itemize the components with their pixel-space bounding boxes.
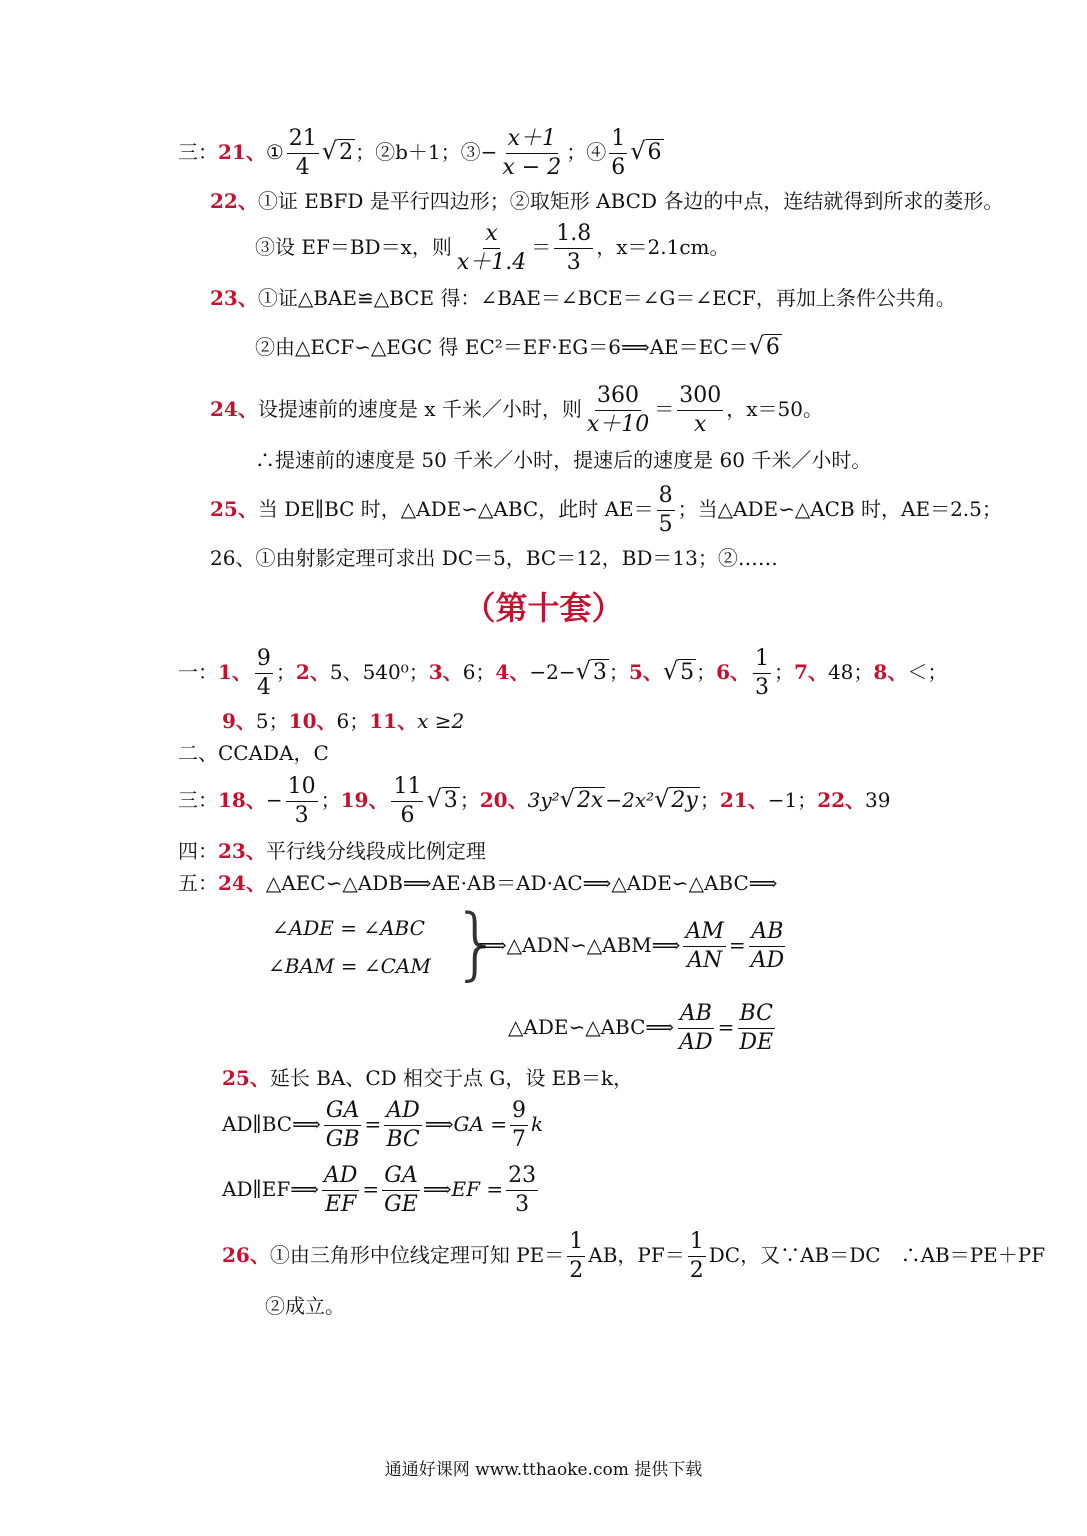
condition-2: ∠BAM = ∠CAM [268,954,431,978]
part5-line1 [178,870,777,896]
answer-text: −2x² [605,788,655,812]
section-label: 三： [178,788,218,812]
answer-text: 6； [462,660,496,684]
sqrt: √3 [575,657,607,685]
sqrt: √6 [748,332,780,360]
numerator: AD [322,1162,360,1191]
answer-25-line2: AD∥BC⟹ $\frac{GA}{GB}$ = $\frac{AD}{BC}$ ⟹GA = $\frac{9}{7}$ k [222,1098,544,1152]
fraction [391,773,423,830]
denominator: x [694,412,707,437]
answer-text: 5； [255,709,289,733]
answer-text: AD∥BC⟹ [222,1112,321,1136]
numerator: AD [384,1097,422,1126]
answer-text: ②由△ECF∽△EGC 得 EC²＝EF·EG＝6⟹AE＝EC＝ [255,335,749,359]
question-number: 7、 [794,660,828,684]
answer-text: AD∥EF⟹ [222,1177,319,1201]
section-label: 五： [178,871,218,895]
question-number: 2、 [295,660,330,684]
answer-25-line1 [222,1065,633,1091]
fraction [737,1000,775,1057]
answer-text: ①证△BAE≌△BCE 得：∠BAE＝∠BCE＝∠G＝∠ECF，再加上条件公共角。 [257,286,956,310]
radicand: 3 [443,788,458,813]
question-number: 4、 [495,660,530,684]
answer-text: ⟹EF = [422,1177,504,1201]
answer-22-line2: ③设 EF＝BD＝x，则 $\frac{x}{x+1.4}$ ＝ $\frac{1.8}{3}$ ，x＝2.1cm。 [255,221,730,275]
question-number: 11、 [369,709,418,733]
numerator: GA [382,1162,419,1191]
numerator: x＋1 [506,125,558,154]
denominator: DE [739,1030,774,1055]
fraction [585,382,651,439]
denominator: 5 [658,512,673,537]
fraction [753,645,771,702]
radicand: 2x [576,788,604,813]
denominator: 2 [689,1258,704,1283]
section-label: 一： [178,660,218,684]
denominator: 7 [512,1127,527,1152]
question-number: 22、 [210,189,258,213]
fraction [609,125,627,182]
fraction [322,1162,360,1219]
denominator: 3 [566,250,581,275]
numerator: GA [324,1097,361,1126]
section-label: 三： [178,140,218,164]
question-number: 24、 [210,397,258,421]
answer-text: ∴提速前的速度是 50 千米／小时，提速后的速度是 60 千米／小时。 [255,448,872,472]
numerator: 1.8 [554,220,593,249]
numerator: 11 [391,773,423,802]
question-number: 23、 [210,286,258,310]
answer-text: ②b＋1；③− [375,140,498,164]
fraction [749,918,787,975]
denominator: 3 [515,1192,530,1217]
denominator: 3 [294,803,309,828]
question-number: 21、 [218,140,266,164]
answer-text: 二、CCADA，C [178,741,329,765]
answer-text: AB，PF＝ [588,1243,685,1267]
numerator: 10 [286,773,318,802]
numerator: AM [683,918,725,947]
answer-text: 39 [865,788,891,812]
radicand: 2y [671,788,698,813]
sqrt: √2y [654,785,698,813]
numerator: 23 [506,1162,538,1191]
part2-line [178,740,329,766]
answer-23-line1 [210,285,956,311]
denominator: 3 [755,675,770,700]
separator: ； [774,660,795,684]
answer-text: 设提速前的速度是 x 千米／小时，则 [257,397,582,421]
answer-25-set9 [210,482,1002,539]
denominator: 2 [569,1258,584,1283]
denominator: AN [687,948,723,973]
sqrt: √2 [321,137,354,165]
question-number: 19、 [340,788,389,812]
answer-text: 26、①由射影定理可求出 DC＝5，BC＝12，BD＝13；②…… [210,546,778,570]
sqrt: √3 [426,785,458,813]
answer-text: DC，又∵AB＝DC ∴AB＝PE＋PF [708,1243,1046,1267]
answer-text: ，x＝50。 [726,397,823,421]
question-number: 23、 [218,839,266,863]
fraction [510,1097,528,1154]
answer-text: 6； [336,709,370,733]
fraction [657,482,675,539]
fraction [688,1228,706,1285]
part1-line2 [222,708,464,734]
answer-text: −2− [529,660,576,684]
numerator: 9 [255,645,273,674]
answer-22-line1 [210,188,1003,214]
question-number: 5、 [628,660,663,684]
denominator: 4 [256,675,271,700]
radicand: 6 [765,335,780,360]
question-number: 3、 [428,660,463,684]
denominator: x＋10 [586,412,650,437]
numerator: 1 [567,1228,585,1257]
fraction [255,645,273,702]
answer-text: ⟹△ADN∽△ABM⟹ [478,933,681,957]
question-number: 20、 [479,788,528,812]
separator: ； [459,788,480,812]
answer-24-line1: 24、设提速前的速度是 x 千米／小时，则 $\frac{360}{x+10}$ ＝ $\frac{300}{x}$ ，x＝50。 [210,383,823,437]
answer-text: ①由三角形中位线定理可知 PE＝ [269,1243,565,1267]
sqrt: √6 [630,137,662,165]
denominator: BC [386,1127,420,1152]
radicand: 6 [647,140,662,165]
question-number: 26、 [222,1243,270,1267]
separator: ； [699,788,720,812]
numerator: 1 [609,125,627,154]
fraction [286,773,318,830]
answer-text: ；当△ADE∽△ACB 时，AE＝2.5； [677,497,1002,521]
denominator: AD [750,948,785,973]
footer: 通通好课网 www.tthaoke.com 提供下载 [384,1460,703,1480]
answer-text: 3y² [527,788,560,812]
question-number: 6、 [716,660,751,684]
numerator: x [483,220,499,249]
answer-text: 48； [827,660,874,684]
fraction [287,125,319,182]
denominator: x＋1.4 [456,250,527,275]
numerator: BC [738,1000,775,1029]
sqrt: √2x [559,785,604,813]
question-number: 9、 [222,709,256,733]
answer-26-line1 [222,1228,1045,1285]
answer-text: ＜； [907,660,948,684]
answer-text: △AEC∽△ADB⟹AE·AB＝AD·AC⟹△ADE∽△ABC⟹ [265,871,778,895]
question-number: 8、 [873,660,908,684]
question-number: 1、 [218,660,252,684]
answer-text: k [531,1112,544,1136]
answer-21-set9: 三：21、① $\frac{21}{4}$ √2 ；②b＋1；③− $\frac{x+1}{x - 2}$ ；④ $\frac{1}{6}$ √6 [178,126,662,180]
separator: ； [696,660,717,684]
answer-26-set9 [210,545,778,571]
fraction [384,1097,422,1154]
denominator: GB [325,1127,360,1152]
question-number: 21、 [719,788,768,812]
question-number: 25、 [222,1066,270,1090]
fraction [567,1228,585,1285]
separator: ； [275,660,296,684]
question-number: 24、 [218,871,266,895]
answer-23-line2 [255,333,782,361]
answer-text: ⟹GA = [424,1112,508,1136]
answer-24-line2 [255,447,871,473]
fraction [506,1162,538,1219]
fraction [500,125,563,182]
sign: − [265,788,283,812]
numerator: 21 [287,125,319,154]
brace: } [452,899,502,989]
answer-text: 平行线分线段成比例定理 [265,839,486,863]
answer-text: x ≥2 [417,709,465,733]
fraction [683,918,725,975]
radicand: 5 [680,660,695,685]
fraction [554,220,593,277]
fraction [455,220,528,277]
radicand: 2 [339,140,354,165]
numerator: 360 [595,382,641,411]
answer-text: ③设 EF＝BD＝x，则 [255,235,452,259]
part3-line [178,773,890,830]
part1-line1 [178,645,947,702]
fraction [382,1162,420,1219]
answer-text: 延长 BA、CD 相交于点 G，设 EB＝k， [269,1066,634,1090]
answer-text: −1； [767,788,818,812]
separator: ； [608,660,629,684]
question-number: 18、 [218,788,266,812]
denominator: GE [384,1192,418,1217]
denominator: 6 [400,803,415,828]
denominator: 6 [611,155,626,180]
numerator: AB [749,918,785,947]
section-title: （第十套） [463,589,624,627]
question-number: 10、 [288,709,337,733]
denominator: AD [679,1030,713,1055]
numerator: 1 [688,1228,706,1257]
answer-text: △ADE∽△ABC⟹ [508,1015,675,1039]
fraction [324,1097,362,1154]
answer-text: ②成立。 [265,1294,345,1318]
part4-line [178,838,486,864]
denominator: x − 2 [502,155,562,180]
answer-text: ①证 EBFD 是平行四边形；②取矩形 ABCD 各边的中点，连结就得到所求的菱形。 [257,189,1004,213]
answer-text: 当 DE∥BC 时，△ADE∽△ABC，此时 AE＝ [257,497,654,521]
denominator: 4 [295,155,310,180]
fraction [677,1000,715,1057]
question-number: 25、 [210,497,258,521]
part5-line3: △ADE∽△ABC⟹ $\frac{AB}{AD}$ = $\frac{BC}{DE}$ [508,1001,774,1055]
answer-text: ，x＝2.1cm。 [596,235,730,259]
part5-line2: ⟹△ADN∽△ABM⟹ $\frac{AM}{AN}$ = $\frac{AB}{AD}$ [478,919,785,973]
numerator: 9 [510,1097,528,1126]
numerator: AB [678,1000,714,1029]
condition-1: ∠ADE = ∠ABC [272,916,425,940]
answer-26-line2 [265,1293,345,1319]
denominator: EF [324,1192,357,1217]
numerator: 1 [753,645,771,674]
fraction [677,382,723,439]
separator: ； [320,788,341,812]
section-label: 四： [178,839,218,863]
answer-25-line3: AD∥EF⟹ $\frac{AD}{EF}$ = $\frac{GA}{GE}$ ⟹EF = $\frac{23}{3}$ [222,1163,537,1217]
numerator: 8 [657,482,675,511]
numerator: 300 [677,382,723,411]
question-number: 22、 [817,788,866,812]
radicand: 3 [592,660,607,685]
sqrt: √5 [662,657,695,685]
answer-text: 5、540⁰； [329,660,429,684]
separator: ；④ [566,140,607,164]
